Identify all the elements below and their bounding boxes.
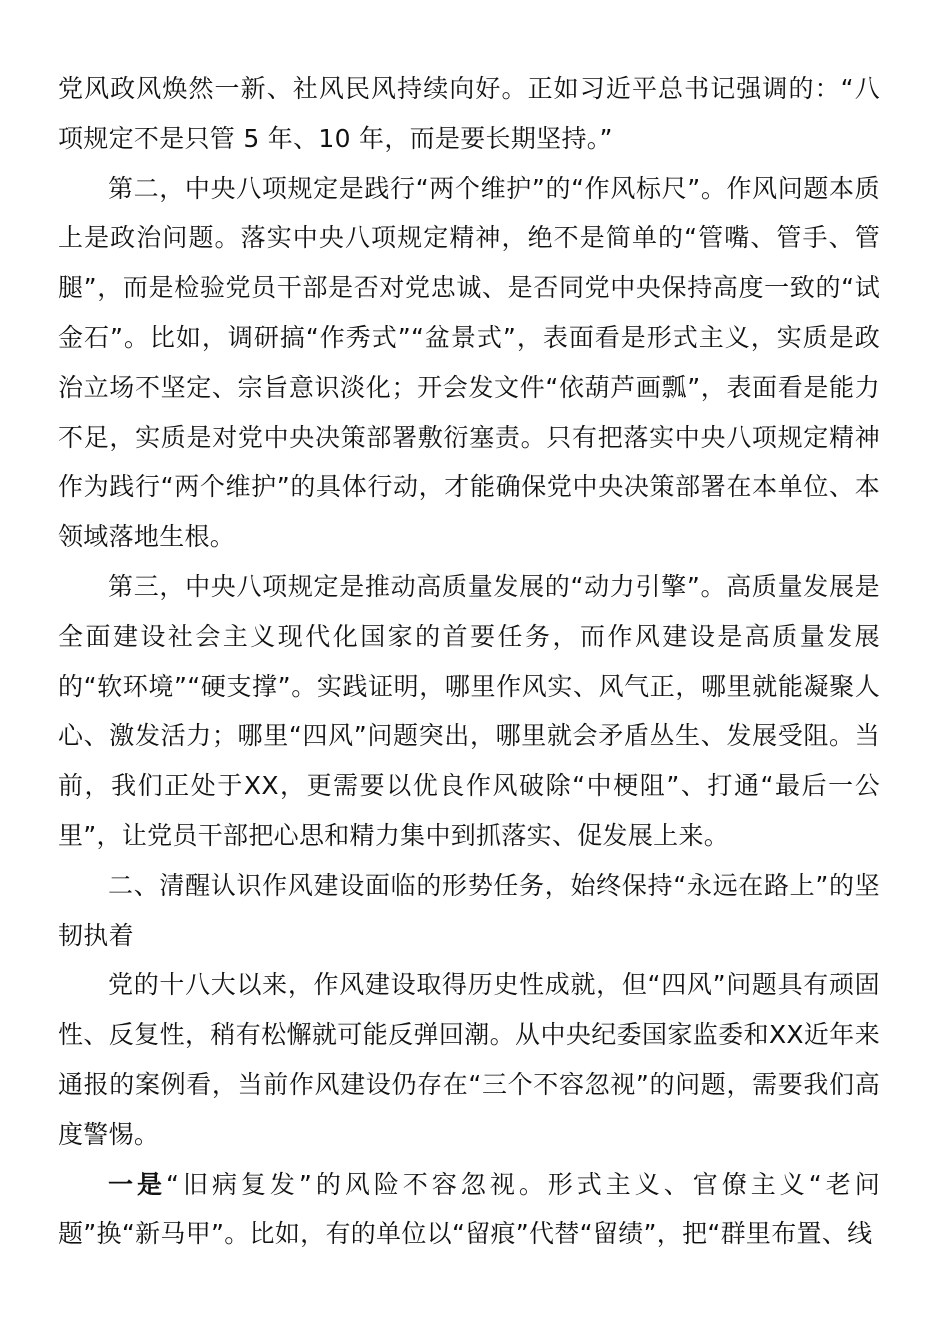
- paragraph-6-text: “旧病复发”的风险不容忽视。形式主义、官僚主义“老问题”换“新马甲”。比如，有的单位以“留痕”代替“留绩”，把“群里布置、线: [58, 1169, 880, 1249]
- paragraph-6-lead: 一是: [108, 1169, 166, 1199]
- paragraph-1: 党风政风焕然一新、社风民风持续向好。正如习近平总书记强调的：“八项规定不是只管 5 年、10 年，而是要长期坚持。”: [58, 74, 880, 153]
- paragraph-3: 第三，中央八项规定是推动高质量发展的“动力引擎”。高质量发展是全面建设社会主义现代化国家的首要任务，而作风建设是高质量发展的“软环境”“硬支撑”。实践证明，哪里作风实、风气正，哪里就能凝聚人心、激发活力；哪里“四风”问题突出，哪里就会矛盾丛生、发展受阻。当前，我们正处于XX，更需要以优良作风破除“中梗阻”、打通“最后一公里”，让党员干部把心思和精力集中到抓落实、促发展上来。: [58, 571, 880, 850]
- paragraph-2: 第二，中央八项规定是践行“两个维护”的“作风标尺”。作风问题本质上是政治问题。落实中央八项规定精神，绝不是简单的“管嘴、管手、管腿”，而是检验党员干部是否对党忠诚、是否同党中央保持高度一致的“试金石”。比如，调研搞“作秀式”“盆景式”，表面看是形式主义，实质是政治立场不坚定、宗旨意识淡化；开会发文件“依葫芦画瓢”，表面看是能力不足，实质是对党中央决策部署敷衍塞责。只有把落实中央八项规定精神作为践行“两个维护”的具体行动，才能确保党中央决策部署在本单位、本领域落地生根。: [58, 173, 880, 552]
- section-heading-2: 二、清醒认识作风建设面临的形势任务，始终保持“永远在路上”的坚韧执着: [58, 870, 880, 950]
- paragraph-5: 党的十八大以来，作风建设取得历史性成就，但“四风”问题具有顽固性、反复性，稍有松懈就可能反弹回潮。从中央纪委国家监委和XX近年来通报的案例看，当前作风建设仍存在“三个不容忽视”的问题，需要我们高度警惕。: [58, 970, 880, 1149]
- document-page: [58, 64, 880, 1259]
- paragraph-6: [58, 1160, 880, 1260]
